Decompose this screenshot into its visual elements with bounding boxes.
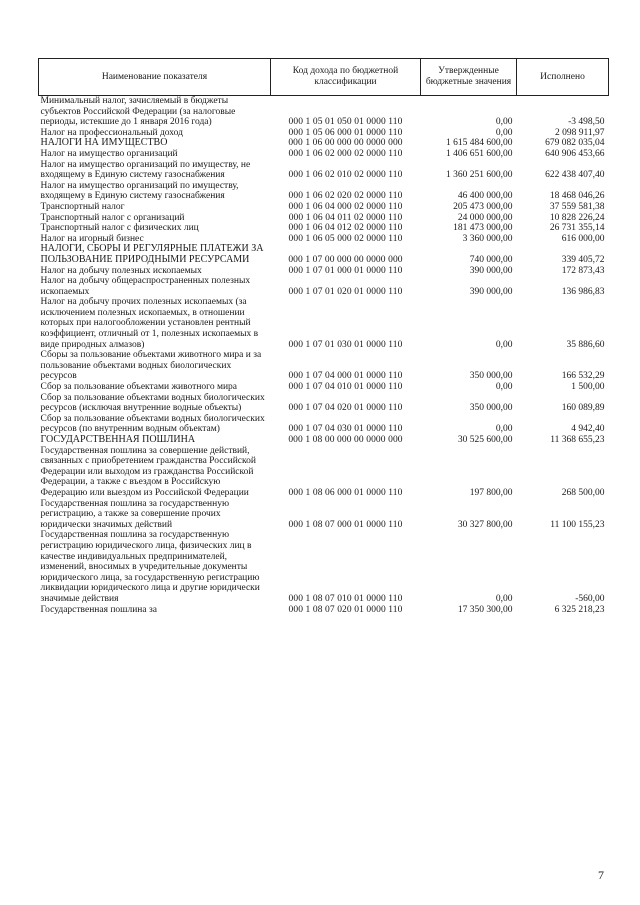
- row-name: Сбор за пользование объектами водных биологических ресурсов (исключая внутренние водные объекты): [40, 392, 265, 414]
- row-code: 000 1 06 04 000 02 0000 110: [288, 201, 403, 212]
- table-row: [39, 181, 609, 202]
- table-row: [39, 297, 609, 350]
- row-code: 000 1 07 01 030 01 0000 110: [288, 339, 403, 350]
- row-executed: 4 942,40: [571, 424, 605, 435]
- row-code: 000 1 07 01 020 01 0000 110: [288, 286, 403, 297]
- header-executed: Исполнено: [517, 59, 609, 96]
- row-executed: 26 731 355,14: [549, 223, 605, 234]
- row-code: 000 1 06 02 010 02 0000 110: [288, 170, 403, 181]
- budget-revenue-table: [38, 58, 609, 615]
- row-name: Налог на игорный бизнес: [40, 233, 144, 244]
- row-approved: 350 000,00: [469, 371, 513, 382]
- row-executed: 10 828 226,24: [549, 212, 605, 223]
- row-code: 000 1 06 02 000 02 0000 110: [288, 148, 403, 159]
- table-row: [39, 393, 609, 414]
- row-executed: 11 368 655,23: [550, 435, 605, 445]
- row-approved: 1 360 251 600,00: [446, 170, 513, 181]
- header-approved-values: Утвержденные бюджетные значения: [421, 59, 517, 96]
- row-approved: 0,00: [495, 424, 513, 435]
- row-executed: -3 498,50: [568, 117, 605, 128]
- page-number: 7: [598, 868, 604, 882]
- row-name: Налог на добычу полезных ископаемых: [40, 265, 202, 276]
- row-approved: 0,00: [495, 127, 513, 138]
- table-row: [39, 202, 609, 213]
- table-row: [39, 96, 609, 128]
- row-approved: 205 473 000,00: [453, 201, 513, 212]
- table-row: [39, 213, 609, 224]
- row-code: 000 1 06 05 000 02 0000 110: [288, 233, 403, 244]
- row-code: 000 1 08 06 000 01 0000 110: [288, 487, 403, 498]
- row-code: 000 1 06 02 020 02 0000 110: [288, 191, 403, 202]
- row-code: 000 1 08 07 000 01 0000 110: [288, 519, 403, 530]
- row-executed: 679 082 035,04: [545, 138, 605, 149]
- table-row: [39, 223, 609, 234]
- row-code: 000 1 05 06 000 01 0000 110: [288, 127, 403, 138]
- row-code: 000 1 07 04 000 01 0000 110: [288, 371, 403, 382]
- table-body: [39, 96, 609, 616]
- row-code: 000 1 06 04 011 02 0000 110: [288, 212, 403, 223]
- row-name: Транспортный налог: [40, 201, 125, 212]
- row-executed: 11 100 155,23: [550, 519, 605, 530]
- row-approved: 1 406 651 600,00: [446, 148, 513, 159]
- row-name: Налог на имущество организаций: [40, 148, 178, 159]
- table-header-row: [39, 59, 609, 96]
- row-approved: 30 525 600,00: [457, 435, 513, 445]
- row-executed: 160 089,89: [561, 403, 605, 414]
- table-row: [39, 160, 609, 181]
- row-executed: 172 873,43: [561, 265, 605, 276]
- row-executed: -560,00: [575, 593, 605, 604]
- row-executed: 339 405,72: [561, 254, 605, 265]
- row-code: 000 1 07 00 000 00 0000 000: [288, 254, 403, 265]
- row-code: 000 1 08 07 020 01 0000 110: [288, 604, 403, 615]
- row-executed: 640 906 453,66: [545, 148, 605, 159]
- row-approved: 24 000 000,00: [457, 212, 513, 223]
- row-executed: 18 468 046,26: [549, 191, 605, 202]
- row-executed: 622 438 407,40: [545, 170, 605, 181]
- row-executed: 2 098 911,97: [554, 127, 605, 138]
- budget-table-sheet: [38, 58, 608, 615]
- row-approved: 0,00: [495, 593, 513, 604]
- row-name: Налог на имущество организаций по имуществу, входящему в Единую систему газоснабжения: [40, 180, 239, 202]
- row-name: НАЛОГИ НА ИМУЩЕСТВО: [40, 137, 168, 149]
- row-name: Государственная пошлина за: [40, 604, 157, 615]
- row-executed: 136 986,83: [561, 286, 605, 297]
- row-name: Транспортный налог с организаций: [40, 212, 185, 223]
- row-approved: 390 000,00: [469, 286, 513, 297]
- row-approved: 17 350 300,00: [457, 604, 513, 615]
- table-row: [39, 414, 609, 435]
- row-approved: 740 000,00: [469, 254, 513, 265]
- row-name: Налог на профессиональный доход: [40, 127, 183, 138]
- row-code: 000 1 06 00 000 00 0000 000: [288, 138, 403, 149]
- row-name: ГОСУДАРСТВЕННАЯ ПОШЛИНА: [40, 434, 196, 445]
- table-row: [39, 446, 609, 499]
- row-executed: 166 532,29: [561, 371, 605, 382]
- row-code: 000 1 07 04 030 01 0000 110: [288, 424, 403, 435]
- table-row: [39, 149, 609, 160]
- header-revenue-code: Код дохода по бюджетной классификации: [271, 59, 421, 96]
- table-row: [39, 350, 609, 382]
- row-approved: 0,00: [495, 339, 513, 350]
- table-row: [39, 244, 609, 265]
- row-approved: 390 000,00: [469, 265, 513, 276]
- table-row: [39, 138, 609, 149]
- header-indicator-name: Наименование показателя: [39, 59, 271, 96]
- table-row: [39, 276, 609, 297]
- row-code: 000 1 06 04 012 02 0000 110: [288, 223, 403, 234]
- table-row: [39, 435, 609, 446]
- row-approved: 46 400 000,00: [457, 191, 513, 202]
- row-approved: 0,00: [495, 117, 513, 128]
- table-row: [39, 530, 609, 604]
- row-approved: 350 000,00: [469, 403, 513, 414]
- row-approved: 1 615 484 600,00: [446, 138, 513, 149]
- row-approved: 197 800,00: [469, 487, 513, 498]
- table-row: [39, 382, 609, 393]
- row-code: 000 1 08 00 000 00 0000 000: [288, 435, 403, 445]
- row-approved: 3 360 000,00: [462, 233, 513, 244]
- row-approved: 0,00: [495, 382, 513, 393]
- row-name: Сбор за пользование объектами водных биологических ресурсов (по внутренним водным объектам): [40, 413, 265, 435]
- row-code: 000 1 07 01 000 01 0000 110: [288, 265, 403, 276]
- row-name: Налог на имущество организаций по имуществу, не входящему в Единую систему газоснабжения: [40, 159, 251, 181]
- row-approved: 181 473 000,00: [453, 223, 513, 234]
- row-code: 000 1 07 04 010 01 0000 110: [288, 382, 403, 393]
- row-approved: 30 327 800,00: [457, 519, 513, 530]
- row-executed: 1 500,00: [571, 382, 605, 393]
- row-name: Сборы за пользование объектами животного мира и за пользование объектами водных биологических ресурсов: [40, 350, 262, 382]
- row-executed: 268 500,00: [561, 487, 605, 498]
- row-name: Государственная пошлина за государственную регистрацию юридического лица, физических лиц в качестве индивидуальных предпринимателей, изменений, вносимых в учредительные документы юридического лица, за государственную регистрацию ликвидации юридического лица и другие юридически значимые действия: [40, 530, 260, 604]
- table-row: [39, 605, 609, 616]
- row-name: Минимальный налог, зачисляемый в бюджеты субъектов Российской Федерации (за налоговые периоды, истекшие до 1 января 2016 года): [40, 96, 236, 128]
- row-code: 000 1 08 07 010 01 0000 110: [288, 593, 403, 604]
- row-code: 000 1 07 04 020 01 0000 110: [288, 403, 403, 414]
- table-row: [39, 499, 609, 531]
- row-name: Государственная пошлина за совершение действий, связанных с приобретением гражданства Российской Федерации или выходом из гражданства Российской Федерации, а также с въездом в Российскую Федерацию или выездом из Российской Федерации: [40, 445, 256, 498]
- row-name: Сбор за пользование объектами животного мира: [40, 382, 238, 393]
- row-executed: 616 000,00: [561, 233, 605, 244]
- row-name: НАЛОГИ, СБОРЫ И РЕГУЛЯРНЫЕ ПЛАТЕЖИ ЗА ПОЛЬЗОВАНИЕ ПРИРОДНЫМИ РЕСУРСАМИ: [40, 243, 264, 265]
- row-name: Налог на добычу прочих полезных ископаемых (за исключением полезных ископаемых, в отношении которых при налогообложении установлен рентный коэффициент, отличный от 1, полезных ископаемых в виде природных алмазов): [40, 297, 259, 350]
- row-name: Государственная пошлина за государственную регистрацию, а также за совершение прочих юридически значимых действий: [40, 498, 230, 530]
- table-row: [39, 266, 609, 277]
- row-executed: 35 886,60: [566, 339, 605, 350]
- row-code: 000 1 05 01 050 01 0000 110: [288, 117, 403, 128]
- row-executed: 37 559 581,38: [549, 201, 605, 212]
- row-executed: 6 325 218,23: [554, 604, 605, 615]
- row-name: Налог на добычу общераспространенных полезных ископаемых: [40, 276, 251, 297]
- row-name: Транспортный налог с физических лиц: [40, 223, 199, 234]
